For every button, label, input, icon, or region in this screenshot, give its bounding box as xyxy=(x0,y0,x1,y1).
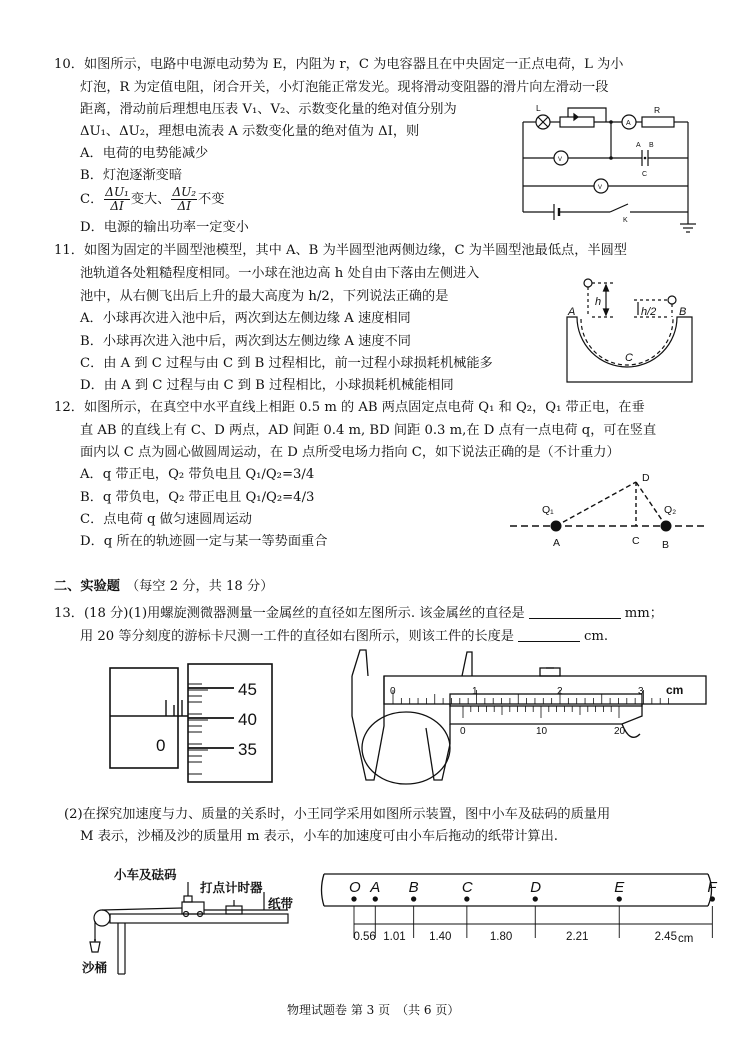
q10-option-c: C． $\frac{\text{ΔU₁}}{\Delta I}$ 变大、 $\frac{\text{ΔU₂}}{\Delta I}$ 不变 xyxy=(80,185,225,213)
q10-option-a: A．电荷的电势能减少 xyxy=(80,146,209,161)
caliper-main-3: 3 xyxy=(638,686,644,697)
tape-gap-label: 2.21 xyxy=(566,931,589,943)
q11-line2: 池轨道各处粗糙程度相同。一小球在池边高 h 处自由下落由左侧进入 xyxy=(80,266,480,281)
caliper-main-1: 1 xyxy=(472,686,478,697)
tape-gap-label: 2.45 xyxy=(654,931,677,943)
tape-point-label: F xyxy=(707,879,717,896)
q12-line1: 12．如图所示，在真空中水平直线上相距 0.5 m 的 AB 两点固定点电荷 Q₁ 和 Q₂，Q₁ 带正电，在垂 xyxy=(54,400,645,415)
q12-option-b: B．q 带负电，Q₂ 带正电且 Q₁/Q₂=4/3 xyxy=(80,490,315,505)
q10-fig-label-r: R xyxy=(654,105,661,115)
tape-point-label: A xyxy=(370,879,381,896)
caliper-unit: cm xyxy=(666,683,684,697)
q11-option-d: D．由 A 到 C 过程与由 C 到 B 过程相比，小球损耗机械能相同 xyxy=(80,378,454,393)
q10-fig-ammeter: A xyxy=(626,120,631,127)
micrometer-label-40: 40 xyxy=(238,710,257,729)
q13-part2-line1: (2)在探究加速度与力、质量的关系时，小王同学采用如图所示装置，图中小车及砝码的质量用 xyxy=(64,807,611,822)
q10-line4: ΔU₁、ΔU₂，理想电流表 A 示数变化量的绝对值为 ΔI，则 xyxy=(80,124,420,139)
tape-point-label: D xyxy=(530,879,542,896)
micrometer-label-45: 45 xyxy=(238,680,257,699)
caliper-vernier-0: 0 xyxy=(460,726,466,737)
q10-fig-label-c: C xyxy=(642,171,648,178)
tape-dot xyxy=(465,897,469,901)
tape-point-label: C xyxy=(461,879,473,896)
micrometer-label-35: 35 xyxy=(238,740,257,759)
q10-fig-label-l: L xyxy=(536,103,541,113)
page-footer: 物理试题卷 第 3 页 （共 6 页） xyxy=(287,1003,460,1017)
q11-fig-h-half: h/2 xyxy=(641,306,657,318)
q10-fig-label-b: B xyxy=(649,142,654,149)
q12-fig-c: C xyxy=(632,535,640,547)
q11-line3: 池中，从右侧飞出后上升的最大高度为 h/2，下列说法正确的是 xyxy=(80,289,449,304)
tape-gap-label: 0.56 xyxy=(353,931,376,943)
paper-tape-figure xyxy=(322,868,718,952)
tape-point-label: B xyxy=(408,879,419,896)
tape-gap-label: 1.01 xyxy=(383,931,406,943)
caliper-main-0: 0 xyxy=(390,686,396,697)
q10-line2: 灯泡，R 为定值电阻，闭合开关，小灯泡能正常发光。现将滑动变阻器的滑片向左滑动一段 xyxy=(80,80,609,95)
q12-line2: 直 AB 的直线上有 C、D 两点，AD 间距 0.4 m, BD 间距 0.3 m,在 D 点有一点电荷 q，可在竖直 xyxy=(80,423,657,438)
q10-fig-voltmeter-2: V xyxy=(598,185,603,191)
q11-option-b: B．小球再次进入池中后，两次到达左侧边缘 A 速度不同 xyxy=(80,334,411,349)
q11-fig-b: B xyxy=(679,306,687,318)
experiment-setup-figure xyxy=(78,866,300,980)
tape-dot xyxy=(352,897,356,901)
setup-label-bucket: 沙桶 xyxy=(82,961,108,975)
tape-dot xyxy=(411,897,415,901)
q11-option-c: C．由 A 到 C 过程与由 C 到 B 过程相比，前一过程小球损耗机械能多 xyxy=(80,356,493,371)
tape-dot xyxy=(710,897,714,901)
tape-point-label: E xyxy=(614,879,625,896)
q12-fig-b: B xyxy=(662,539,670,551)
q12-line3: 面内以 C 点为圆心做圆周运动，在 D 点所受电场力指向 C，如下说法正确的是（不计重力） xyxy=(80,445,620,460)
q11-fig-a: A xyxy=(568,306,576,318)
tape-dot xyxy=(617,897,621,901)
caliper-vernier-10: 10 xyxy=(536,726,548,737)
q11-pool-diagram xyxy=(562,275,707,385)
q13-line1: 13．(18 分)(1)用螺旋测微器测量一金属丝的直径如左图所示. 该金属丝的直径是 mm； xyxy=(54,606,663,621)
q10-fig-voltmeter-1: V xyxy=(558,157,563,163)
q10-line3: 距离，滑动前后理想电压表 V₁、V₂、示数变化量的绝对值分别为 xyxy=(80,102,457,117)
q13-answer-blank-1[interactable] xyxy=(529,604,621,619)
caliper-main-2: 2 xyxy=(557,686,563,697)
tape-dot xyxy=(373,897,377,901)
tape-dot xyxy=(533,897,537,901)
setup-label-timer: 打点计时器 xyxy=(200,881,263,895)
tape-gap-label: 1.40 xyxy=(429,931,452,943)
q12-fig-q1: Q₁ xyxy=(542,504,554,516)
q12-charge-diagram xyxy=(508,468,708,553)
section-2-heading: 二、实验题 （每空 2 分，共 18 分） xyxy=(54,578,274,594)
q12-fig-a: A xyxy=(553,537,561,549)
q12-option-c: C．点电荷 q 做匀速圆周运动 xyxy=(80,512,252,527)
q12-fig-q2: Q₂ xyxy=(664,504,677,516)
q12-option-d: D．q 所在的轨迹圆一定与某一等势面重合 xyxy=(80,534,328,549)
q10-line1: 10．如图所示，电路中电源电动势为 E，内阻为 r，C 为电容器且在中央固定一正点电荷，L 为小 xyxy=(54,57,624,72)
q10-option-d: D．电源的输出功率一定变小 xyxy=(80,220,249,235)
vernier-caliper-figure xyxy=(322,648,712,788)
q11-fig-h: h xyxy=(595,296,602,308)
q10-fig-label-a: A xyxy=(636,142,641,149)
caliper-vernier-20: 20 xyxy=(614,726,626,737)
q10-option-b: B．灯泡逐渐变暗 xyxy=(80,168,183,183)
tape-gap-label: 1.80 xyxy=(489,931,513,943)
q13-part2-line2: M 表示，沙桶及沙的质量用 m 表示，小车的加速度可由小车后拖动的纸带计算出. xyxy=(80,829,558,844)
q12-fig-d: D xyxy=(642,472,650,484)
setup-label-car: 小车及砝码 xyxy=(114,868,177,882)
q13-answer-blank-2[interactable] xyxy=(518,627,580,642)
q10-fig-label-k: K xyxy=(623,217,628,224)
q11-line1: 11．如图为固定的半圆型池模型，其中 A、B 为半圆型池两侧边缘，C 为半圆型池最低点，半圆型 xyxy=(54,243,627,258)
micrometer-figure xyxy=(108,662,288,786)
micrometer-label-0: 0 xyxy=(156,736,166,755)
q13-line2: 用 20 等分刻度的游标卡尺测一工件的直径如右图所示，则该工件的长度是 cm. xyxy=(80,629,609,644)
tape-point-label: O xyxy=(349,879,361,896)
q10-circuit-diagram xyxy=(518,100,698,235)
q11-option-a: A．小球再次进入池中后，两次到达左侧边缘 A 速度相同 xyxy=(80,311,411,326)
tape-unit: cm xyxy=(678,933,694,945)
setup-label-tape: 纸带 xyxy=(268,897,294,911)
q12-option-a: A．q 带正电，Q₂ 带负电且 Q₁/Q₂=3/4 xyxy=(80,467,315,482)
q11-fig-c: C xyxy=(625,352,633,364)
